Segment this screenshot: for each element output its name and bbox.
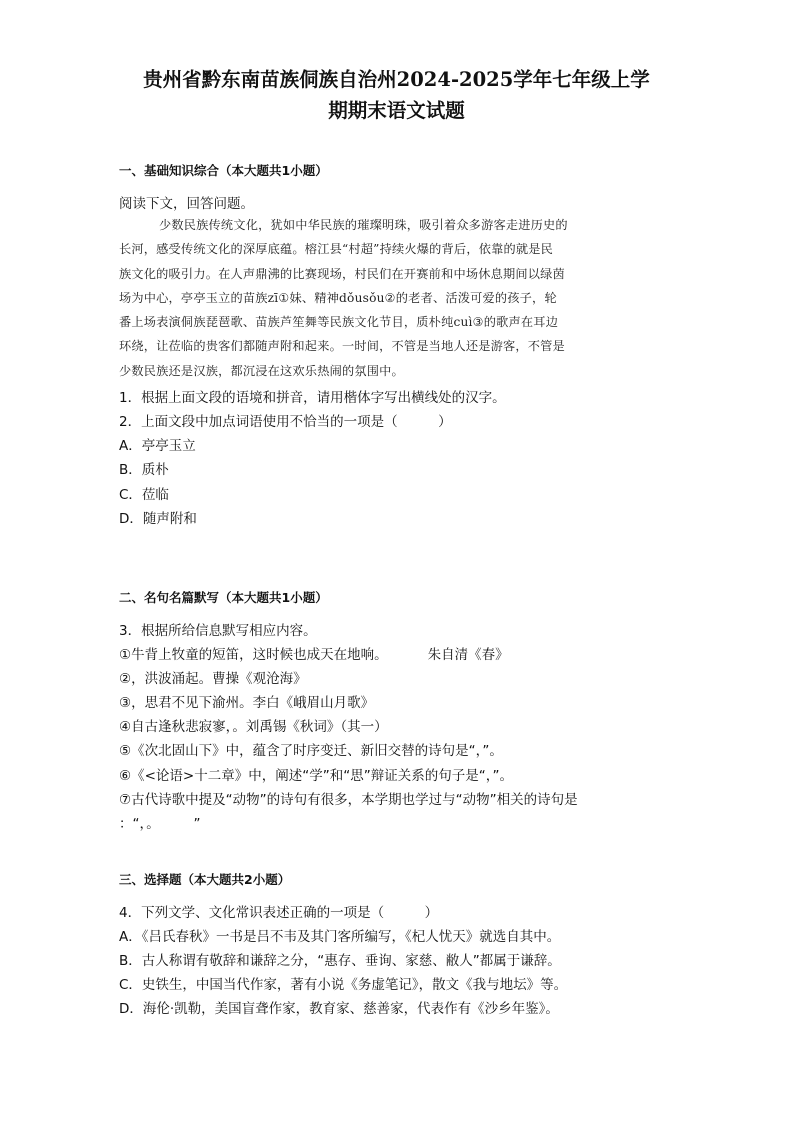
dictation-item-5: ⑤《次北固山下》中，蕴含了时序变迁、新旧交替的诗句是“，”。 — [119, 743, 503, 759]
q4-option-b: B．古人称谓有敬辞和谦辞之分，“惠存、垂询、家慈、敝人”都属于谦辞。 — [119, 953, 561, 969]
question-4: 4．下列文学、文化常识表述正确的一项是（ ） — [119, 905, 439, 921]
dictation-item-1-text: ①牛背上牧童的短笛，这时候也成天在地响。 — [119, 647, 388, 663]
passage-line-6: 环绕，让莅临的贵客们都随声附和起来。一时间，不管是当地人还是游客，不管是 — [119, 339, 565, 354]
section-2-heading: 二、名句名篇默写（本大题共1小题） — [119, 590, 328, 605]
q2-option-a: A．亭亭玉立 — [119, 438, 196, 454]
q4-option-a: A．《吕氏春秋》一书是吕不韦及其门客所编写，《杞人忧天》就选自其中。 — [119, 929, 561, 945]
q2-option-b: B．质朴 — [119, 462, 169, 478]
passage-line-1: 少数民族传统文化，犹如中华民族的璀璨明珠，吸引着众多游客走进历史的 — [159, 218, 568, 232]
section-3-heading: 三、选择题（本大题共2小题） — [119, 872, 291, 887]
dictation-item-1 — [119, 643, 509, 663]
question-1: 1．根据上面文段的语境和拼音，请用楷体字写出横线处的汉字。 — [119, 390, 506, 406]
passage-line-3: 族文化的吸引力。在人声鼎沸的比赛现场，村民们在开赛前和中场休息期间以绿茵 — [119, 266, 565, 281]
section-1-intro: 阅读下文，回答问题。 — [119, 196, 254, 212]
q4-option-c: C．史铁生，中国当代作家，著有小说《务虚笔记》，散文《我与地坛》等。 — [119, 977, 568, 993]
dictation-item-4: ④自古逢秋悲寂寥，。刘禹锡《秋词》（其一） — [119, 719, 388, 735]
question-2: 2．上面文段中加点词语使用不恰当的一项是（ ） — [119, 414, 452, 430]
dictation-item-7-cont: ：“，。 ” — [119, 816, 201, 832]
dictation-item-6: ⑥《<论语>十二章》中，阐述“学”和“思”辩证关系的句子是“，”。 — [119, 768, 513, 784]
q2-option-d: D．随声附和 — [119, 511, 197, 527]
reading-passage — [119, 213, 671, 383]
q4-option-d: D．海伦·凯勒，美国盲聋作家，教育家、慈善家，代表作有《沙乡年鉴》。 — [119, 1001, 559, 1017]
title-line-1: 贵州省黔东南苗族侗族自治州2024-2025学年七年级上学 — [143, 68, 650, 91]
section-1-heading: 一、基础知识综合（本大题共1小题） — [119, 163, 328, 178]
passage-line-7: 少数民族还是汉族，都沉浸在这欢乐热闹的氛围中。 — [119, 363, 404, 378]
passage-line-4: 场为中心，亭亭玉立的苗族zī①妹、精神dǒusǒu②的老者、活泼可爱的孩子，轮 — [119, 290, 557, 305]
dictation-item-2: ②，洪波涌起。曹操《观沧海》 — [119, 671, 307, 687]
dictation-item-1-source: 朱自清《春》 — [427, 647, 509, 663]
dictation-item-7: ⑦古代诗歌中提及“动物”的诗句有很多，本学期也学过与“动物”相关的诗句是 — [119, 792, 578, 808]
question-3: 3．根据所给信息默写相应内容。 — [119, 623, 317, 639]
passage-line-5: 番上场表演侗族琵琶歌、苗族芦笙舞等民族文化节目，质朴纯cuì③的歌声在耳边 — [119, 315, 559, 330]
passage-line-2: 长河，感受传统文化的深厚底蕴。榕江县“村超”持续火爆的背后，依靠的就是民 — [119, 242, 554, 257]
dictation-item-3: ③，思君不见下渝州。李白《峨眉山月歌》 — [119, 695, 375, 711]
title-line-2: 期期末语文试题 — [328, 99, 465, 122]
page-title — [100, 64, 693, 126]
q2-option-c: C．莅临 — [119, 487, 169, 503]
